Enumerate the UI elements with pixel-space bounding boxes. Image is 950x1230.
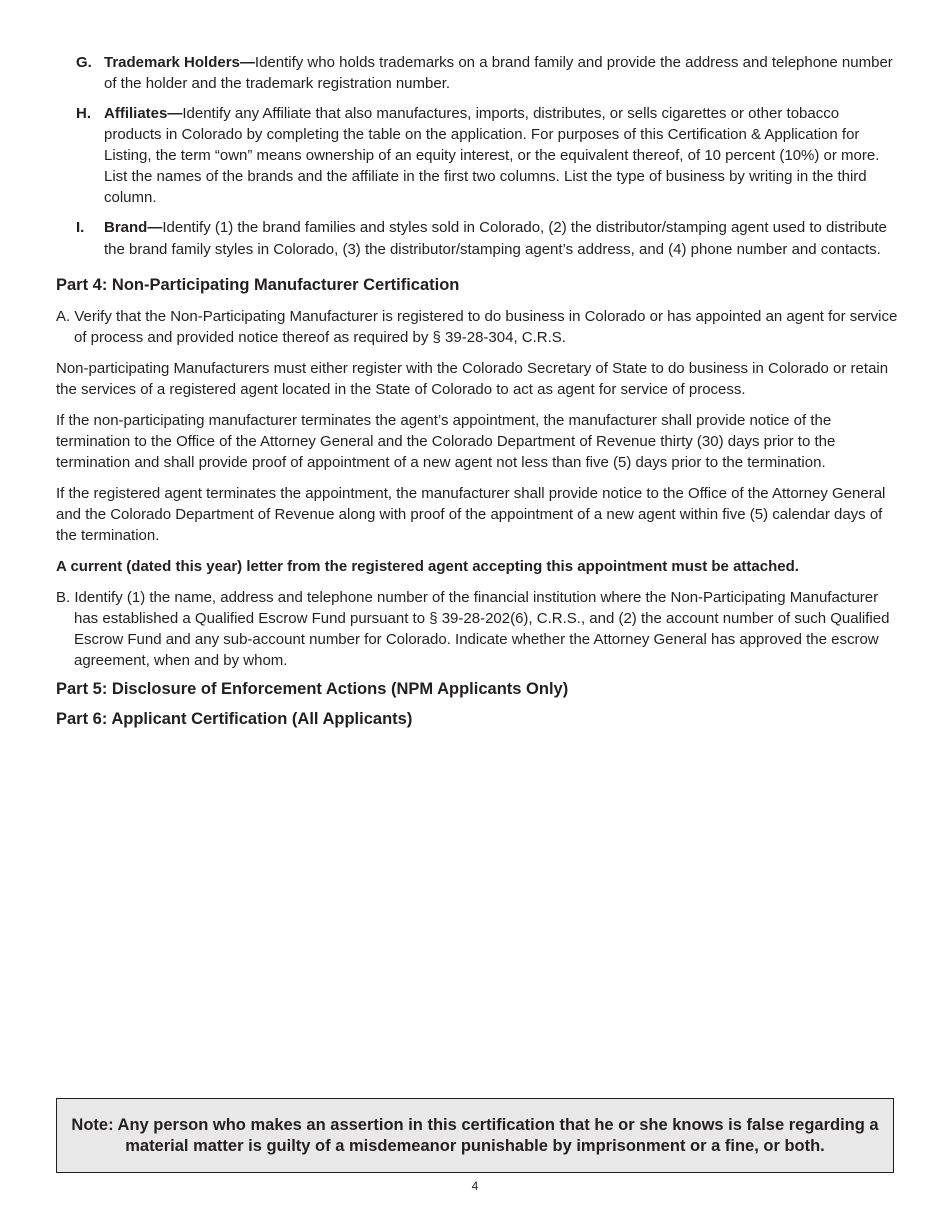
part6-heading: Part 6: Applicant Certification (All Applicants): [56, 710, 413, 728]
part4-item-b: B. Identify (1) the name, address and telephone number of the financial institution where the Non-Participating Manufacturer has established a Qualified Escrow Fund pursuant to § 39-28-202(6), C.R.S., and (2) the account number of such Qualified Escrow Fund and any sub-account number for Colorado. Indicate whether the Attorney General has approved the escrow agreement, when and by whom.: [56, 589, 890, 669]
instruction-list: [76, 52, 896, 269]
list-item-brand: [76, 217, 896, 260]
list-item-text: Identify any Affiliate that also manufactures, imports, distributes, or sells cigarettes or other tobacco products in Colorado by completing the table on the application. For purposes of this Certification & Application for Listing, the term “own” means ownership of an equity interest, or the equivalent thereof, of 10 percent (10%) or more. List the names of the brands and the affiliate in the first two columns. List the type of business by writing in the third column.: [104, 105, 880, 206]
list-item-body: [104, 52, 896, 94]
list-marker: I.: [76, 219, 85, 236]
part4-attachment-requirement: A current (dated this year) letter from the registered agent accepting this appointment must be attached.: [56, 558, 799, 575]
part5-heading: Part 5: Disclosure of Enforcement Actions (NPM Applicants Only): [56, 680, 569, 698]
note-text: Note: Any person who makes an assertion in this certification that he or she knows is false regarding a material matter is guilty of a misdemeanor punishable by imprisonment or a fine, or both.: [71, 1115, 879, 1155]
list-item-affiliates: [76, 103, 896, 208]
part4-paragraph-agent-terminates: If the registered agent terminates the appointment, the manufacturer shall provide notice to the Office of the Attorney General and the Colorado Department of Revenue along with proof of the appointment of a new agent within five (5) calendar days of the termination.: [56, 485, 886, 544]
list-item-term: Brand—: [104, 219, 163, 236]
part4-item-a: A. Verify that the Non-Participating Manufacturer is registered to do business in Colorado or has appointed an agent for service of process and provided notice thereof as required by § 39-28-304, C.R.S.: [56, 308, 898, 346]
list-item-body: [104, 217, 896, 260]
list-item-trademark-holders: [76, 52, 896, 94]
page-number: 4: [471, 1179, 479, 1193]
list-item-body: [104, 103, 896, 208]
part4-heading: Part 4: Non-Participating Manufacturer Certification: [56, 276, 460, 294]
list-marker: H.: [76, 105, 91, 122]
list-item-text: Identify (1) the brand families and styles sold in Colorado, (2) the distributor/stamping agent used to distribute the brand family styles in Colorado, (3) the distributor/stamping agent’s address, and (4) phone number and contacts.: [104, 219, 887, 258]
part4-paragraph-manufacturer-terminates: If the non-participating manufacturer terminates the agent’s appointment, the manufacturer shall provide notice of the termination to the Office of the Attorney General and the Colorado Department of Revenue thirty (30) days prior to the termination and shall provide proof of appointment of a new agent not less than five (5) days prior to the termination.: [56, 412, 836, 471]
list-item-text: Identify who holds trademarks on a brand family and provide the address and telephone number of the holder and the trademark registration number.: [104, 54, 893, 92]
note-box: [56, 1098, 894, 1173]
list-item-term: Affiliates—: [104, 105, 183, 122]
list-marker: G.: [76, 54, 92, 71]
part4-paragraph-register: Non-participating Manufacturers must either register with the Colorado Secretary of State to do business in Colorado or retain the services of a registered agent located in the State of Colorado to act as agent for service of process.: [56, 360, 889, 398]
list-item-term: Trademark Holders—: [104, 54, 255, 71]
